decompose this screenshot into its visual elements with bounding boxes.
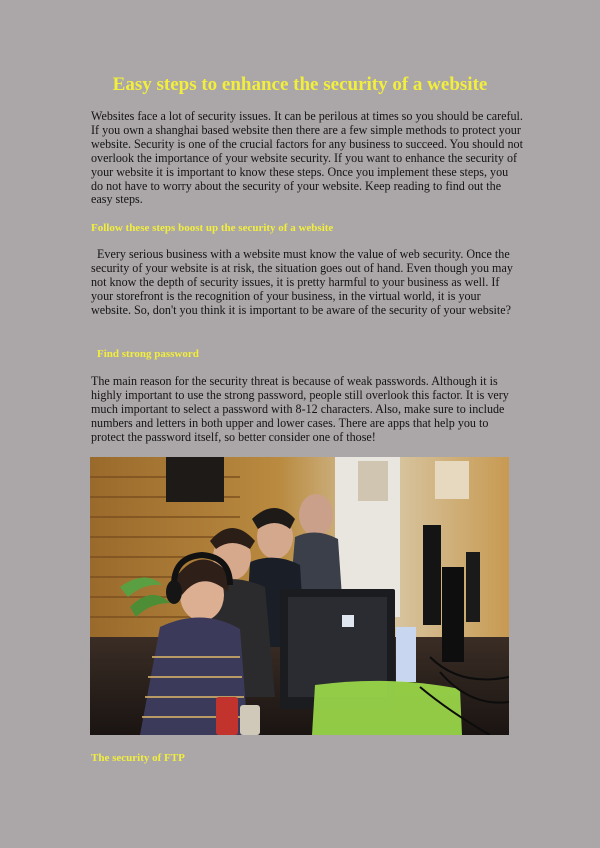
photo-person-4-head <box>299 494 333 536</box>
section-paragraph-steps <box>91 248 523 318</box>
intro-paragraph: Websites face a lot of security issues. It can be perilous at times so you should be careful. If you own a shanghai based website then there are a few simple methods to protect your website. Security is one of the crucial factors for any business to succeed. You should not overlook the importance of your website security. If you want to enhance the security of your website it is important to know these steps. Once you implement these steps, you do not have to worry about the security of your website. Keep reading to find out the easy steps. <box>91 109 523 207</box>
photo-can-1 <box>216 697 238 735</box>
photo-monitor-back-1 <box>423 525 441 625</box>
section-heading-ftp: The security of FTP <box>91 752 185 764</box>
photo-monitor-sticker <box>342 615 354 627</box>
article-photo <box>90 457 509 735</box>
photo-green-object <box>312 681 462 735</box>
photo-illustration <box>90 457 509 735</box>
photo-monitor-back-2 <box>442 567 464 662</box>
photo-poster-right <box>435 461 469 499</box>
photo-speaker <box>166 457 224 502</box>
section-paragraph-steps-text: Every serious business with a website must know the value of web security. Once the security of your website is at risk, the situation goes out of hand. Even though you may not know the depth of security issues, it is pretty harmful to your business as well. If your storefront is the recognition of your business, in the virtual world, it is your website. So, don't you think it is important to be aware of the security of your website? <box>91 247 513 317</box>
section-paragraph-password: The main reason for the security threat is because of weak passwords. Although it is highly important to use the strong password, people still overlook this factor. It is very much important to select a password with 8-12 characters. Also, make sure to include numbers and letters in both upper and lower cases. There are apps that help you to protect the password itself, so better consider one of those! <box>91 374 509 444</box>
section-heading-password: Find strong password <box>97 348 199 360</box>
photo-headphones-cup <box>166 580 182 604</box>
section-heading-steps: Follow these steps boost up the security of a website <box>91 222 334 234</box>
photo-poster <box>358 461 388 501</box>
photo-monitor-back-3 <box>466 552 480 622</box>
photo-monitor-small <box>396 627 416 682</box>
article-title: Easy steps to enhance the security of a website <box>112 74 488 95</box>
photo-can-2 <box>240 705 260 735</box>
